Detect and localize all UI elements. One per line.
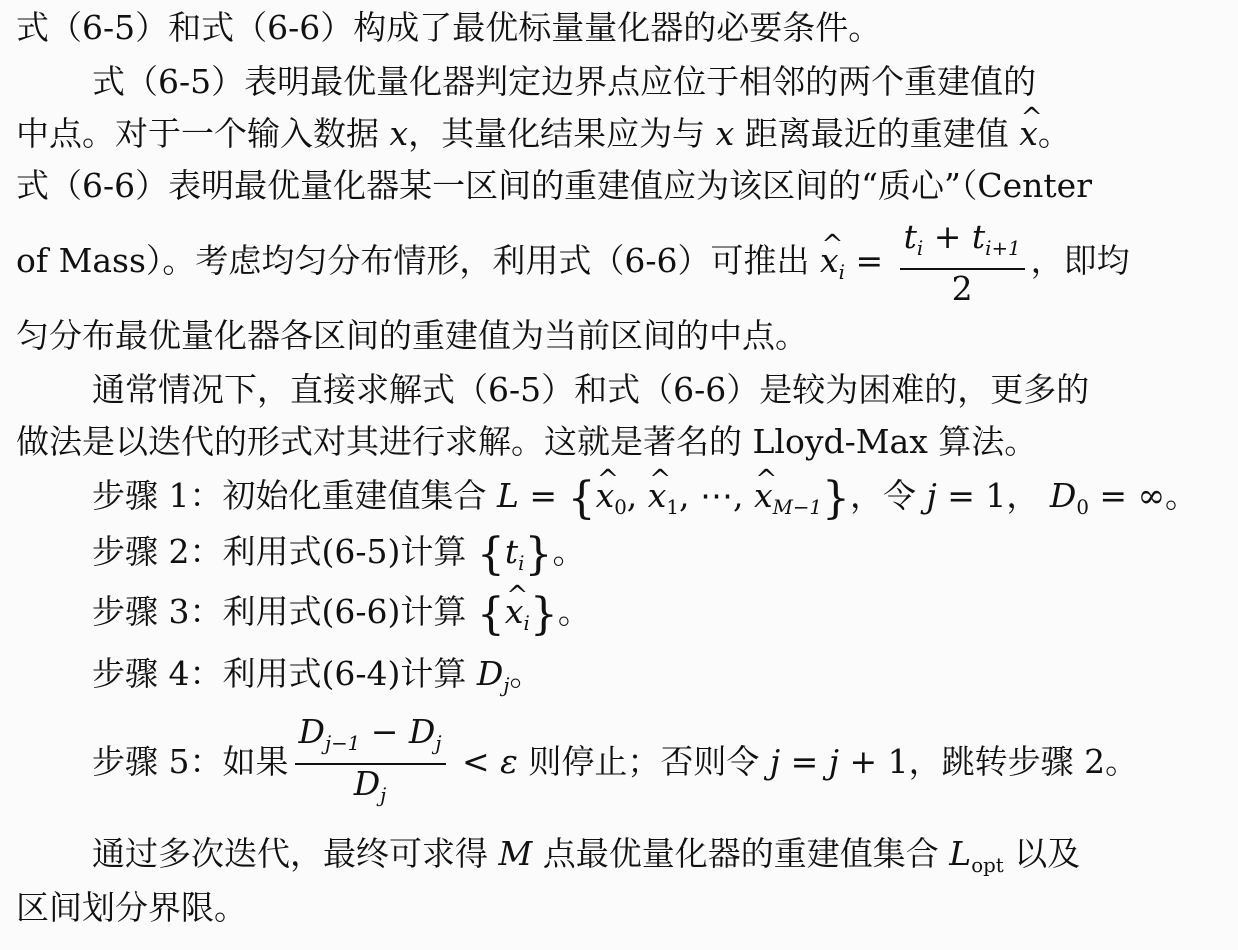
math-x-hat: ^ x	[596, 476, 615, 516]
step-label: 步骤 3：利用式(6-6)计算	[92, 592, 467, 631]
math-var-D: D	[476, 654, 504, 693]
text: 做法是以迭代的形式对其进行求解。这就是著名的 Lloyd-Max 算法。	[16, 422, 1038, 461]
text: 区间划分界限。	[16, 888, 247, 927]
text: 。	[557, 592, 591, 631]
step-1	[92, 473, 1238, 528]
fraction-denominator	[350, 765, 391, 815]
paragraph-line-8	[16, 422, 1238, 462]
text: 点最优量化器的重建值集合	[542, 834, 939, 873]
math-var-D: D	[353, 764, 381, 803]
math-subscript: 0	[1076, 495, 1089, 519]
math-subscript: j−1	[324, 732, 361, 755]
step-label: 步骤 4：利用式(6-4)计算	[92, 654, 467, 693]
text: 。	[509, 654, 543, 693]
math-minus: −	[360, 712, 409, 752]
math-var-t: t	[504, 532, 519, 571]
brace-open: {	[476, 529, 505, 580]
paragraph-line-5	[16, 218, 1238, 313]
text: = ∞。	[1088, 476, 1199, 515]
math-subscript: opt	[971, 853, 1004, 877]
math-x-hat: ^ x	[754, 476, 773, 516]
text: + 1，跳转步骤 2。	[838, 742, 1139, 781]
math-fraction	[900, 218, 1025, 308]
math-subscript: 0	[614, 495, 627, 519]
text: 式（6-5）和式（6-6）构成了最优标量量化器的必要条件。	[16, 8, 882, 47]
math-var-D: D	[1049, 476, 1077, 515]
text: 以及	[1014, 834, 1081, 873]
step-label: 步骤 1：初始化重建值集合	[92, 476, 487, 515]
math-var-j: j	[828, 742, 839, 781]
brace-close: }	[822, 473, 850, 524]
math-var-x: x	[715, 114, 735, 153]
math-subscript: i	[518, 551, 525, 575]
math-var-j: j	[926, 476, 937, 515]
step-4	[92, 654, 1238, 706]
closing-line-2	[16, 888, 1238, 928]
math-fraction	[295, 713, 446, 815]
math-equals: =	[518, 476, 568, 515]
math-x-hat: ^ x	[505, 592, 524, 632]
math-x-hat: ^ x	[820, 221, 839, 301]
fraction-numerator	[900, 218, 1025, 268]
text: 则停止；否则令	[528, 742, 760, 781]
fraction-denominator: 2	[951, 268, 973, 308]
math-var-t: t	[971, 217, 986, 256]
closing-line-1	[92, 834, 1238, 886]
math-var-L: L	[497, 476, 519, 515]
math-equals: =	[845, 240, 894, 280]
text: 式（6-5）表明最优量化器判定边界点应位于相邻的两个重建值的	[92, 62, 1037, 101]
paragraph-line-2	[92, 62, 1238, 102]
brace-open: {	[567, 473, 596, 524]
text: 。	[1037, 114, 1071, 153]
math-subscript: i	[916, 236, 924, 260]
math-plus: +	[923, 217, 972, 256]
paragraph-line-6	[16, 316, 1238, 356]
paragraph-line-4	[16, 166, 1238, 206]
math-subscript: i+1	[985, 236, 1021, 260]
math-equals: =	[780, 742, 829, 781]
text: 。	[552, 532, 586, 571]
paragraph-line-3	[16, 114, 1238, 154]
fraction-numerator	[295, 713, 446, 763]
text: of Mass）。考虑均匀分布情形，利用式（6-6）可推出	[16, 240, 810, 280]
math-var-j: j	[769, 742, 781, 781]
brace-close: }	[529, 589, 558, 640]
brace-close: }	[524, 529, 553, 580]
text: 通常情况下，直接求解式（6-5）和式（6-6）是较为困难的，更多的	[92, 370, 1090, 409]
math-subscript: i	[838, 260, 845, 284]
paragraph-line-7	[92, 370, 1238, 410]
math-less-than: <	[451, 742, 501, 781]
math-ellipsis: , ⋯,	[678, 476, 754, 515]
math-subscript: j	[435, 732, 442, 755]
math-subscript: 1	[666, 495, 679, 519]
text: ，令	[850, 476, 916, 515]
step-5	[92, 712, 1238, 815]
text: 中点。对于一个输入数据	[16, 114, 379, 153]
math-var-M: M	[498, 834, 533, 873]
paragraph-line-1	[16, 8, 1238, 48]
text: = 1，	[936, 476, 1040, 515]
math-var-D: D	[408, 712, 436, 752]
text: 通过多次迭代，最终可求得	[92, 834, 488, 873]
step-3	[92, 589, 1238, 644]
step-label: 步骤 5：如果	[92, 742, 289, 781]
math-x-hat: ^ x	[1019, 114, 1038, 154]
math-comma: ,	[626, 476, 648, 515]
math-var-t: t	[903, 217, 917, 256]
math-subscript: i	[523, 611, 530, 635]
math-subscript: M−1	[772, 495, 822, 519]
math-var-x: x	[389, 114, 409, 153]
step-label: 步骤 2：利用式(6-5)计算	[92, 532, 467, 571]
text: 距离最近的重建值	[744, 114, 1009, 153]
text: ，即均	[1030, 240, 1130, 280]
brace-open: {	[476, 589, 505, 640]
math-var-epsilon: ε	[500, 742, 518, 781]
text: ，其量化结果应为与	[408, 114, 706, 153]
math-var-D: D	[298, 712, 325, 752]
math-x-hat: ^ x	[648, 476, 667, 516]
text: 匀分布最优量化器各区间的重建值为当前区间的中点。	[16, 316, 808, 355]
math-subscript: j	[380, 783, 387, 807]
math-var-L: L	[949, 834, 972, 873]
step-2	[92, 529, 1238, 584]
math-subscript: j	[503, 673, 510, 697]
text: 式（6-6）表明最优量化器某一区间的重建值应为该区间的“质心”（Center	[16, 166, 1092, 205]
